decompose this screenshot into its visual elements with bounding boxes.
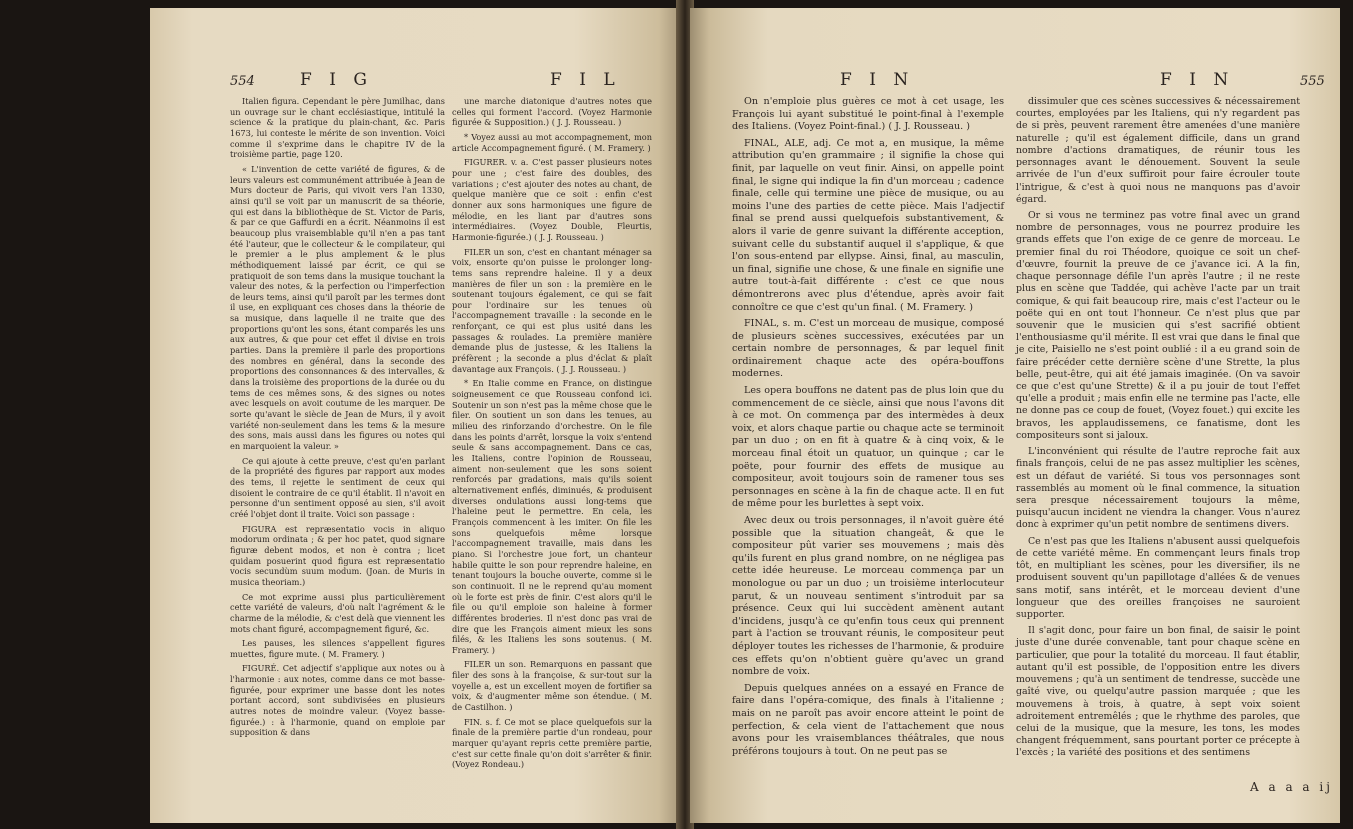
paragraph: On n'emploie plus guères ce mot à cet usage, les François lui ayant substitué le point-final à l'exemple des Italiens. (Voyez Point-final.) ( J. J. Rousseau. ) — [732, 96, 1004, 133]
paragraph: FIGURER. v. a. C'est passer plusieurs notes pour une ; c'est faire des doubles, des variations ; c'est ajouter des notes au chant, de quelque manière que ce soit : enfin c'est donner aux sons harmoniques une figure de mélodie, en les liant par d'autres sons intermédiaires. (Voyez Double, Fleurtis, Harmonie-figurée.) ( J. J. Rousseau. ) — [452, 157, 652, 242]
paragraph: FINAL, s. m. C'est un morceau de musique, composé de plusieurs scènes successives, exécutées par un certain nombre de personnages, & par lequel finit ordinairement chaque acte des opéra-bouffons modernes. — [732, 318, 1004, 380]
paragraph: * En Italie comme en France, on distingue soigneusement ce que Rousseau confond ici. Soutenir un son n'est pas la même chose que le filer. On soutient un son dans les tenues, au milieu des rinforzando d'orchestre. On le file dans les points d'arrêt, lorsque la voix s'entend seule & sans accompagnement. Dans ce cas, les Italiens, contre l'opinion de Rousseau, aiment non-seulement que les sons soient renforcés par gradations, mais qu'ils soient alternativement enflés, diminués, & produisent diverses ondulations aussi long-tems que l'haleine peut le permettre. En cela, les François commencent à les imiter. On file les sons quelquefois même lorsque l'accompagnement travaille, mais dans les piano. Si l'orchestre joue fort, un chanteur habile quitte le son pour reprendre haleine, en tenant toujours la bouche ouverte, comme si le son continuoit. Il ne le reprend qu'au moment où le forte est près de finir. C'est alors qu'il le file ou qu'il emploie son haleine à former différentes broderies. Il n'est donc pas vrai de dire que les François aiment mieux les sons filés, & les Italiens les sons soutenus. ( M. Framery. ) — [452, 378, 652, 655]
right-page-column-2 — [1016, 96, 1300, 764]
paragraph: FIN. s. f. Ce mot se place quelquefois sur la finale de la première partie d'un rondeau, pour marquer qu'ayant repris cette première partie, c'est sur cette finale qu'on doit s'arrêter & finir. (Voyez Rondeau.) — [452, 716, 652, 770]
paragraph: L'inconvénient qui résulte de l'autre reproche fait aux finals françois, celui de ne pas assez multiplier les scènes, est un défaut de variété. Si tous vos personnages sont rassemblés au moment où le final commence, la situation sera presque nécessairement toujours la même, puisqu'aucun incident ne viendra la changer. Vous n'aurez donc à exprimer qu'un petit nombre de sentimens divers. — [1016, 446, 1300, 531]
paragraph: FIGURA est repræsentatio vocis in aliquo modorum ordinata ; & per hoc patet, quod signare figuræ debent modos, et non è contra ; licet quidam posuerint quod figura est repræsentatio vocis secundùm suum modum. (Joan. de Muris in musica theoriam.) — [230, 523, 445, 587]
paragraph: Ce qui ajoute à cette preuve, c'est qu'en parlant de la propriété des figures par rapport aux modes des tems, il rejette le sentiment de ceux qui disoient le contraire de ce qu'il établit. Il n'avoit en personne d'un sentiment opposé au sien, s'il avoit créé l'objet dont il traite. Voici son passage : — [230, 455, 445, 519]
header-left-column: F I G — [300, 70, 373, 90]
left-page — [150, 8, 680, 823]
paragraph: FIGURÉ. Cet adjectif s'applique aux notes ou à l'harmonie : aux notes, comme dans ce mot basse-figurée, pour exprimer une basse dont les notes portant accord, sont subdivisées en plusieurs autres notes de moindre valeur. (Voyez basse-figurée.) : à l'harmonie, quand on emploie par supposition & dans — [230, 663, 445, 738]
paragraph: une marche diatonique d'autres notes que celles qui forment l'accord. (Voyez Harmonie figurée & Supposition.) ( J. J. Rousseau. ) — [452, 96, 652, 128]
signature-mark: A a a a ij — [1250, 780, 1333, 794]
paragraph: Italien figura. Cependant le père Jumilhac, dans un ouvrage sur le chant ecclésiastique, intitulé la science & la pratique du plain-chant, &c. Paris 1673, lui conteste le mérite de son invention. Voici comme il s'exprime dans le chapitre IV de la troisième partie, page 120. — [230, 96, 445, 160]
page-number-left: 554 — [230, 74, 255, 89]
paragraph: « L'invention de cette variété de figures, & de leurs valeurs est communément attribuée à Jean de Murs docteur de Paris, qui vivoit vers l'an 1330, ainsi qu'il se voit par un manuscrit de sa théorie, qui est dans la bibliothèque de St. Victor de Paris, & par ce que Gaffurdi en a écrit. Néanmoins il est beaucoup plus vraisemblable qu'il n'en a pas tant été l'auteur, que le collecteur & le compilateur, qui le premier a le plus amplement & le plus méthodiquement laissé par écrit, ce qui se pratiquoit de son tems dans la musique touchant la valeur des notes, & la perfection ou l'imperfection de leurs tems, ainsi qu'il paroît par les termes dont il use, en expliquant ces choses dans la théorie de sa musique, dans laquelle il ne traite que des proportions qu'ont les sons, étant comparés les uns aux autres, & que pour cet effet il divise en trois parties. Dans la première il parle des proportions des nombres en général, dans la seconde des proportions des consonnances & des intervalles, & dans la troisième des proportions de la durée ou du tems de ces mêmes sons, & des signes ou notes avec lesquels on avoit coutume de les marquer. De sorte qu'avant le siècle de Jean de Murs, il y avoit variété non-seulement dans les tems & la mesure des sons, mais aussi dans les figures ou notes qui en marquoient la valeur. » — [230, 163, 445, 451]
left-page-column-1 — [230, 96, 445, 742]
page-number-right: 555 — [1300, 74, 1325, 89]
paragraph: Or si vous ne terminez pas votre final avec un grand nombre de personnages, vous ne pourrez produire les grands effets que l'on exige de ce genre de morceau. Le premier final du roi Théodore, quoique ce soit un chef-d'œuvre, fournit la preuve de ce j'avance ici. A la fin, chaque personnage défile l'un après l'autre ; il ne reste plus en scène que Taddée, qui achève l'acte par un trait comique, & qui fait beaucoup rire, mais c'est l'acteur ou le poëte qui en ont tout l'honneur. Ce n'est plus que par souvenir que le musicien qui s'est sacrifié obtient l'enthousiasme qu'il mérite. Il est vrai que dans le final que je cite, Paisiello ne s'est point oublié : il a eu grand soin de faire précéder cette dernière scène d'une Strette, la plus belle, peut-être, qui ait été jamais imaginée. (On va savoir ce que c'est qu'une Strette) & il a pu jouir de tout l'effet qu'elle a produit ; mais enfin elle ne termine pas l'acte, elle ne donne pas ce coup de fouet, (Voyez fouet.) qui excite les bravos, les applaudissemens, ce fanatisme, dont les compositeurs sont si jaloux. — [1016, 209, 1300, 441]
paragraph: Les pauses, les silences s'appellent figures muettes, figure mute. ( M. Framery. ) — [230, 638, 445, 659]
header-left-column: F I N — [840, 70, 915, 90]
paragraph: Les opera bouffons ne datent pas de plus loin que du commencement de ce siècle, ainsi que nous l'avons dit à ce mot. On commença par des intermèdes à deux voix, et alors chaque partie ou chaque acte se terminoit par un duo ; on en fit à quatre & à cinq voix, & le morceau final étoit un quatuor, un quinque ; car le poëte, pour fournir des effets de musique au compositeur, avoit toujours soin de ramener tous ses personnages en scène à la fin de chaque acte. Il en fut de même pour les burlettes à sept voix. — [732, 385, 1004, 510]
left-page-column-2 — [452, 96, 652, 774]
paragraph: Avec deux ou trois personnages, il n'avoit guère été possible que la situation changeât, & que le compositeur pût varier ses mouvemens ; mais dès qu'ils furent en plus grand nombre, on ne négligea pas cette idée heureuse. Le morceau commença par un monologue ou par un duo ; un troisième interlocuteur parut, & un nouveau sentiment s'introduit par sa présence. Ceux qui lui succèdent amènent autant d'incidens, jusqu'à ce qu'enfin tous ceux qui prennent part à l'action se trouvant réunis, le compositeur peut déployer toutes les richesses de l'harmonie, & produire ces effets qu'on n'obtient guère qu'avec un grand nombre de voix. — [732, 515, 1004, 678]
paragraph: Depuis quelques années on a essayé en France de faire dans l'opéra-comique, des finals à l'italienne ; mais on ne paroît pas avoir encore atteint le point de perfection, & cela vient de l'attachement que nous avons pour les vraisemblances théâtrales, que nous préférons toujours à tout. On ne peut pas se — [732, 682, 1004, 757]
paragraph: dissimuler que ces scènes successives & nécessairement courtes, employées par les Italiens, qui n'y regardent pas de si près, peuvent rarement être amenées d'une manière naturelle ; qu'il est également difficile, dans un grand nombre d'actions dramatiques, de réunir tous les personnages avant le dénouement. Souvent la seule arrivée de l'un d'eux suffiroit pour faire écrouler toute l'intrigue, & c'est à quoi nous ne manquons pas d'avoir égard. — [1016, 96, 1300, 205]
header-right-column: F I N — [1160, 70, 1235, 90]
paragraph: * Voyez aussi au mot accompagnement, mon article Accompagnement figuré. ( M. Framery. ) — [452, 131, 652, 153]
right-page — [690, 8, 1340, 823]
paragraph: Ce mot exprime aussi plus particulièrement cette variété de valeurs, d'où naît l'agrément & le charme de la mélodie, & c'est delà que viennent les mots chant figuré, accompagnement figuré, &c. — [230, 591, 445, 634]
paragraph: FINAL, ALE, adj. Ce mot a, en musique, la même attribution qu'en grammaire ; il signifie la chose qui finit, par laquelle on veut finir. Ainsi, on appelle point final, le signe qui indique la fin d'un morceau ; cadence finale, celle qui termine une pièce de musique, ou au moins l'une des parties de cette pièce. Mais l'adjectif final se prend aussi quelquefois substantivement, & alors il varie de genre suivant la différente acception, suivant celle du substantif auquel il s'applique, & que l'on sous-entend par ellypse. Ainsi, final, au masculin, un final, signifie une chose, & une finale en signifie une autre tout-à-fait différente : c'est ce que nous démontrerons avec plus d'étendue, après avoir fait connoître ce que c'est qu'un final. ( M. Framery. ) — [732, 137, 1004, 313]
paragraph: FILER un son, c'est en chantant ménager sa voix, ensorte qu'on puisse le prolonger long-tems sans reprendre haleine. Il y a deux manières de filer un son : la première en le soutenant toujours également, ce qui se fait pour l'ordinaire sur les tenues où l'accompagnement travaille : la seconde en le renforçant, ce qui est plus usité dans les passages & roulades. La première manière demande plus de justesse, & les Italiens la préfèrent ; la seconde a plus d'éclat & plaît davantage aux François. ( J. J. Rousseau. ) — [452, 246, 652, 374]
paragraph: Il s'agit donc, pour faire un bon final, de saisir le point juste d'une durée convenable, tant pour chaque scène en particulier, que pour la totalité du morceau. Il faut établir, autant qu'il est possible, de l'opposition entre les divers mouvemens ; qu'à un sentiment de tendresse, succède une gaîté vive, ou quelqu'autre passion marquée ; que les mouvemens à trois, à quatre, à sept voix soient adroitement entremêlés ; que le rhythme des paroles, que celui de la musique, que la mesure, les tons, les modes changent fréquemment, sans pourtant porter ce précepte à l'excès ; la variété des positions et des sentimens — [1016, 625, 1300, 759]
header-right-column: F I L — [550, 70, 621, 90]
paragraph: FILER un son. Remarquons en passant que filer des sons à la françoise, & sur-tout sur la voyelle a, est un excellent moyen de fortifier sa voix, & d'augmenter même son étendue. ( M. de Castilhon. ) — [452, 659, 652, 713]
paragraph: Ce n'est pas que les Italiens n'abusent aussi quelquefois de cette variété même. En commençant leurs finals trop tôt, en multipliant les scènes, pour les diversifier, ils ne produisent souvent qu'un papillotage d'allées & de venues sans motif, sans intérêt, et le morceau devient d'une longueur que des oreilles françoises ne sauroient supporter. — [1016, 535, 1300, 620]
right-page-column-1 — [732, 96, 1004, 762]
